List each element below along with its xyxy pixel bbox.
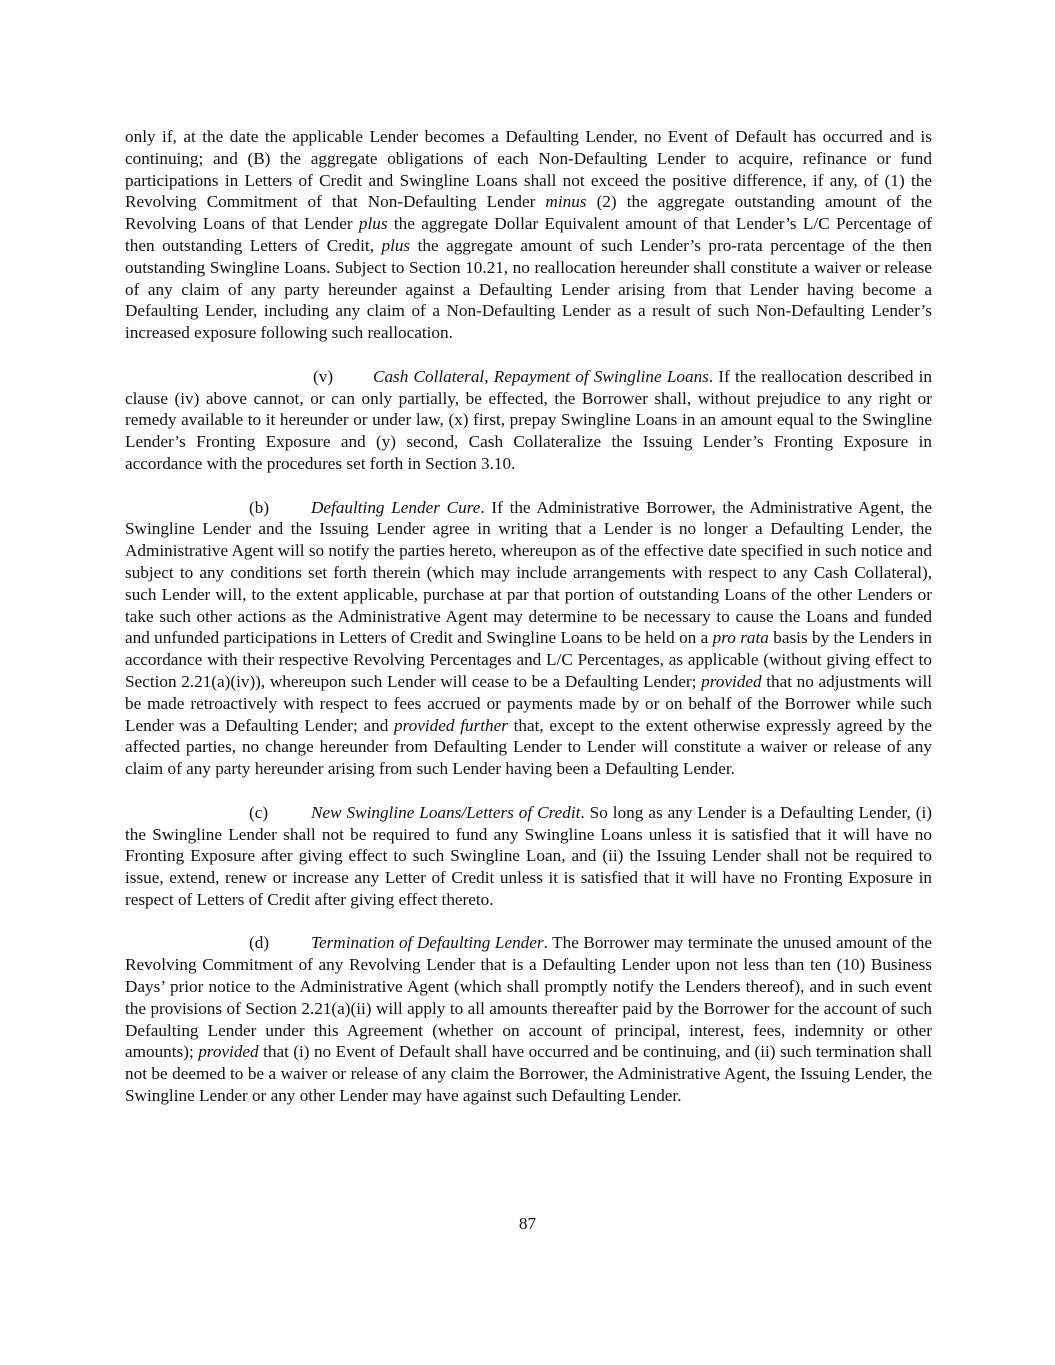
italic-term-provided: provided bbox=[701, 671, 762, 691]
text-run: that no adjustments will be made retroactively with respect to fees accrued or payments made by or on behalf of the Borrower while such Lender was a Defaulting Lender; and bbox=[125, 671, 933, 735]
text-run: the aggregate Dollar Equivalent amount of that Lender’s L/C Percentage of then outstanding Letters of Credit, bbox=[125, 214, 932, 255]
text-run: . The Borrower may terminate the unused amount of the Revolving Commitment of any Revolving Lender that is a Defaulting Lender upon not less than ten (10) Business Days’ prior notice to the Administrative Agent (which shall promptly notify the Lenders thereof), and in such event the provisions of Section 2.21(a)(ii) will apply to all amounts thereafter paid by the Borrower for the account of such Defaulting Lender under this Agreement (whether on account of principal, interest, fees, indemnity or other amounts); bbox=[125, 933, 932, 1062]
clause-title: Termination of Defaulting Lender bbox=[311, 933, 544, 953]
paragraph-v bbox=[125, 366, 932, 475]
italic-term-minus: minus bbox=[545, 192, 587, 212]
paragraph-c bbox=[125, 802, 932, 911]
italic-term-provided-further: provided further bbox=[394, 715, 508, 735]
paragraph-continued bbox=[125, 126, 932, 344]
clause-number: (b) bbox=[249, 497, 270, 517]
paragraph-b bbox=[125, 497, 932, 780]
clause-number: (c) bbox=[249, 802, 269, 822]
clause-number: (v) bbox=[313, 366, 334, 386]
text-run: . If the reallocation described in clause (iv) above cannot, or can only partially, be effected, the Borrower shall, without prejudice to any right or remedy available to it hereunder or under law, (x) first, prepay Swingline Loans in an amount equal to the Swingline Lender’s Fronting Exposure and (y) second, Cash Collateralize the Issuing Lender’s Fronting Exposure in accordance with the procedures set forth in Section 3.10. bbox=[125, 366, 932, 473]
text-run: basis by the Lenders in accordance with their respective Revolving Percentages and L/C Percentages, as applicable (without giving effect to Section 2.21(a)(iv)), whereupon such Lender will cease to be a Defaulting Lender; bbox=[125, 628, 933, 691]
text-run: . If the Administrative Borrower, the Administrative Agent, the Swingline Lender and the Issuing Lender agree in writing that a Lender is no longer a Defaulting Lender, the Administrative Agent will so notify the parties hereto, whereupon as of the effective date specified in such notice and subject to any conditions set forth therein (which may include arrangements with respect to any Cash Collateral), such Lender will, to the extent applicable, purchase at par that portion of outstanding Loans of the other Lenders or take such other actions as the Administrative Agent may determine to be necessary to cause the Loans and funded and unfunded participations in Letters of Credit and Swingline Loans to be held on a bbox=[125, 497, 932, 648]
page-number: 87 bbox=[518, 1214, 537, 1233]
paragraph-d bbox=[125, 932, 932, 1106]
text-run: that (i) no Event of Default shall have occurred and be continuing, and (ii) such termination shall not be deemed to be a waiver or release of any claim the Borrower, the Administrative Agent, the Issuing Lender, the Swingline Lender or any other Lender may have against such Defaulting Lender. bbox=[125, 1042, 933, 1106]
document-page bbox=[125, 126, 932, 1107]
clause-title: New Swingline Loans/Letters of Credit bbox=[311, 802, 581, 822]
italic-term-plus: plus bbox=[381, 235, 411, 255]
text-run: the aggregate amount of such Lender’s pro-rata percentage of the then outstanding Swingline Loans. Subject to Section 10.21, no reallocation hereunder shall constitute a waiver or release of any claim of any party hereunder against a Defaulting Lender arising from that Lender having become a Defaulting Lender, including any claim of a Non-Defaulting Lender as a result of such Non-Defaulting Lender’s increased exposure following such reallocation. bbox=[125, 235, 932, 343]
italic-term-plus: plus bbox=[358, 214, 388, 234]
clause-title: Defaulting Lender Cure bbox=[311, 497, 481, 517]
text-run: (2) the aggregate outstanding amount of the Revolving Loans of that Lender bbox=[125, 192, 932, 234]
italic-term-pro-rata: pro rata bbox=[712, 628, 769, 648]
text-run: . So long as any Lender is a Defaulting Lender, (i) the Swingline Lender shall not be required to fund any Swingline Loans unless it is satisfied that it will have no Fronting Exposure after giving effect to such Swingline Loan, and (ii) the Issuing Lender shall not be required to issue, extend, renew or increase any Letter of Credit unless it is satisfied that it will have no Fronting Exposure in respect of Letters of Credit after giving effect thereto. bbox=[125, 802, 932, 909]
text-run: that, except to the extent otherwise expressly agreed by the affected parties, no change hereunder from Defaulting Lender to Lender will constitute a waiver or release of any claim of any party hereunder arising from such Lender having been a Defaulting Lender. bbox=[125, 715, 933, 779]
clause-number: (d) bbox=[249, 933, 270, 953]
clause-title: Cash Collateral, Repayment of Swingline Loans bbox=[373, 366, 709, 386]
italic-term-provided: provided bbox=[198, 1042, 259, 1062]
text-run: only if, at the date the applicable Lender becomes a Defaulting Lender, no Event of Default has occurred and is continuing; and (B) the aggregate obligations of each Non-Defaulting Lender to acquire, refinance or fund participations in Letters of Credit and Swingline Loans shall not exceed the positive difference, if any, of (1) the Revolving Commitment of that Non-Defaulting Lender bbox=[125, 127, 932, 212]
